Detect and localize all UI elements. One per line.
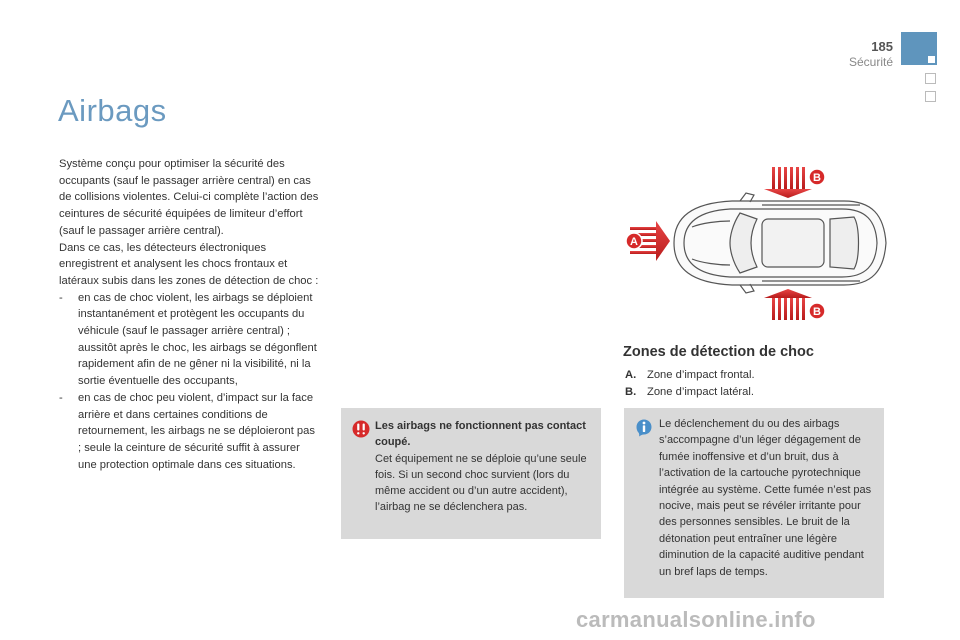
label-a-badge: [626, 233, 642, 249]
warning-box: [341, 408, 601, 539]
car-outline: [674, 193, 886, 293]
section-tab: [901, 32, 937, 65]
info-box: [624, 408, 884, 598]
warning-title: Les airbags ne fonctionnent pas contact coupé.: [375, 420, 586, 449]
intro-paragraph-2: Dans ce cas, les détecteurs électroniques enregistrent et analysent les chocs frontaux et latéraux subis dans les zones de détection de choc :: [59, 241, 319, 287]
list-item: [625, 367, 755, 384]
label-b-bottom-badge: [809, 303, 825, 319]
label-a: A: [630, 236, 638, 248]
info-text: Le déclenchement du ou des airbags s’accompagne d’un léger dégagement de fumée inoffensive et d’un bruit, dus à l’activation de la cartouche pyrotechnique intégrée au système. Cette fumée n’est pas nocive, mais peut se révéler irritante pour des personnes sensibles. Le bruit de la détonation peut entraîner une légère diminution de la capacité auditive pendant un bref laps de temps.: [659, 418, 872, 578]
bullet-dash: -: [59, 291, 63, 304]
car-impact-diagram: [622, 165, 902, 325]
label-b-bottom: B: [813, 306, 821, 318]
zone-key: B.: [625, 385, 637, 398]
list-item: [59, 390, 321, 474]
warning-body: Cet équipement ne se déploie qu’une seule fois. Si un second choc survient (lors du même accident ou d’un autre accident), l’airbag ne se déclenchera pas.: [375, 452, 587, 514]
list-item: [59, 290, 321, 390]
zones-heading: Zones de détection de choc: [623, 344, 814, 360]
page-title: Airbags: [58, 93, 167, 128]
warning-text: [375, 418, 593, 516]
intro-paragraph-1: Système conçu pour optimiser la sécurité des occupants (sauf le passager arrière central) en cas de collisions violentes. Celui-ci complète l’action des ceintures de sécurité équipées de limiteur d’effort (sauf le passager arrière central).: [59, 158, 319, 237]
warning-icon: [352, 420, 370, 438]
bullet-text: en cas de choc peu violent, d’impact sur la face arrière et dans certaines conditions de retournement, les airbags ne se déploieront pas ; seule la ceinture de sécurité suffit à assurer une protection optimale dans ces situations.: [78, 391, 315, 471]
tab-marker: [928, 56, 935, 63]
zone-key: A.: [625, 369, 637, 381]
tab-square: [925, 73, 936, 84]
bullet-text: en cas de choc violent, les airbags se déploient instantanément et protègent les occupants du véhicule (sauf le passager arrière central) ; aussitôt après le choc, les airbags se dégonflent rapidement afin de ne gêner ni la visibilité, ni la sortie éventuelle des occupants,: [78, 291, 317, 388]
list-item: [625, 384, 755, 401]
zones-list: [625, 367, 755, 400]
intro-text: [59, 156, 321, 473]
info-icon: [636, 419, 652, 437]
bullet-dash: -: [59, 391, 63, 404]
zone-text: Zone d’impact latéral.: [647, 385, 754, 398]
side-impact-arrows-top: [764, 167, 812, 198]
tab-square: [925, 91, 936, 102]
section-title: Sécurité: [848, 55, 893, 69]
label-b-top: B: [813, 172, 821, 184]
label-b-top-badge: [809, 169, 825, 185]
watermark: carmanualsonline.info: [576, 607, 816, 632]
zone-text: Zone d’impact frontal.: [647, 369, 755, 381]
page-number: 185: [871, 39, 893, 54]
side-impact-arrows-bottom: [764, 289, 812, 320]
